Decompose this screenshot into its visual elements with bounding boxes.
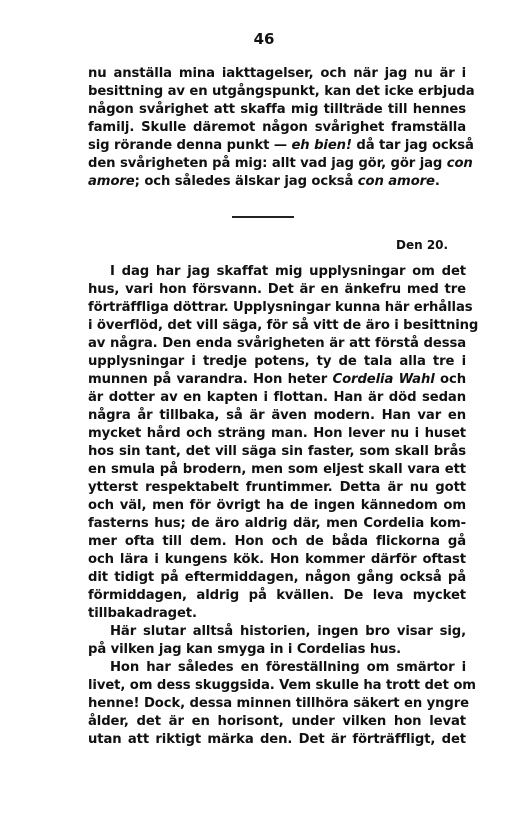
section-divider xyxy=(232,216,294,218)
text-line: tillbakadraget. xyxy=(88,606,197,621)
text-line: mycket hård och sträng man. Hon lever nu i huset xyxy=(88,426,466,441)
text-line: nu anställa mina iakttagelser, och när jag nu är i xyxy=(88,66,466,81)
text-line: någon svårighet att skaffa mig tillträde till hennes xyxy=(88,102,466,117)
text-line: sig rörande denna punkt — eh bien! då tar jag också xyxy=(88,138,474,153)
text-line: förmiddagen, aldrig på kvällen. De leva mycket xyxy=(88,588,466,603)
text-block-continuation xyxy=(88,65,475,191)
text-line: Här slutar alltså historien, ingen bro visar sig, xyxy=(110,624,466,639)
text-line: hos sin tant, det vill säga sin faster, som skall brås xyxy=(88,444,466,459)
text-line: besittning av en utgångspunkt, kan det icke erbjuda xyxy=(88,84,475,99)
entry-date: Den 20. xyxy=(396,238,449,252)
text-line: och lära i kungens kök. Hon kommer därför oftast xyxy=(88,552,466,567)
text-line: Hon har således en föreställning om smärtor i xyxy=(110,660,466,675)
text-line: upplysningar i tredje potens, ty de tala alla tre i xyxy=(88,354,466,369)
text-line: den svårigheten på mig: allt vad jag gör, gör jag con xyxy=(88,156,473,171)
text-block-entry xyxy=(88,263,479,749)
text-line: utan att riktigt märka den. Det är förträffligt, det xyxy=(88,732,466,747)
text-line: livet, om dess skuggsida. Vem skulle ha trott det om xyxy=(88,678,476,693)
text-line: hus, vari hon försvann. Det är en änkefru med tre xyxy=(88,282,466,297)
text-line: fasterns hus; de äro aldrig där, men Cordelia kom- xyxy=(88,516,466,531)
text-line: och väl, men för övrigt ha de ingen kännedom om xyxy=(88,498,466,513)
text-line: familj. Skulle däremot någon svårighet framställa xyxy=(88,120,466,135)
text-line: några år tillbaka, så är även modern. Han var en xyxy=(88,408,466,423)
text-line: på vilken jag kan smyga in i Cordelias hus. xyxy=(88,642,402,657)
text-line: henne! Dock, dessa minnen tillhöra säkert en yngre xyxy=(88,696,469,711)
text-line: dit tidigt på eftermiddagen, någon gång också på xyxy=(88,570,466,585)
page-number: 46 xyxy=(253,30,275,48)
text-line: av några. Den enda svårigheten är att förstå dessa xyxy=(88,336,466,351)
text-line: amore; och således älskar jag också con amore. xyxy=(88,174,440,189)
text-line: en smula på brodern, men som eljest skall vara ett xyxy=(88,462,466,477)
text-line: i överflöd, det vill säga, för så vitt de äro i besittning xyxy=(88,318,479,333)
text-line: är dotter av en kapten i flottan. Han är död sedan xyxy=(88,390,466,405)
text-line: mer ofta till dem. Hon och de båda flickorna gå xyxy=(88,534,466,549)
text-line: I dag har jag skaffat mig upplysningar om det xyxy=(110,264,466,279)
text-line: ålder, det är en horisont, under vilken hon levat xyxy=(88,714,466,729)
text-line: munnen på varandra. Hon heter Cordelia Wahl och xyxy=(88,372,466,387)
text-line: ytterst respektabelt fruntimmer. Detta är nu gott xyxy=(88,480,466,495)
text-line: förträffliga döttrar. Upplysningar kunna här erhållas xyxy=(88,300,473,315)
